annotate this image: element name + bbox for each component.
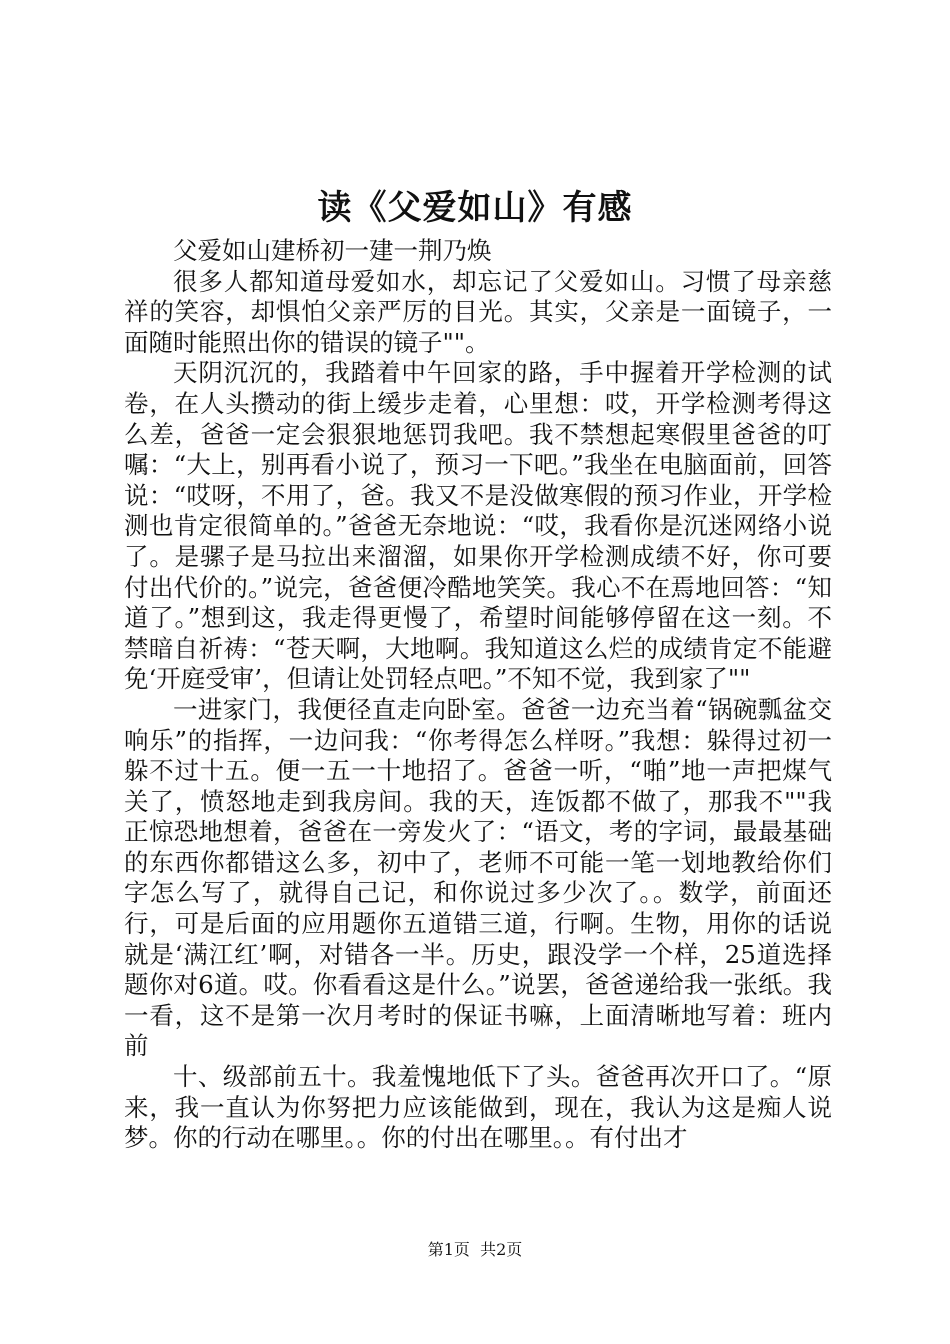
page-number-current: 第1页 — [427, 1240, 470, 1259]
paragraph: 一进家门，我便径直走向卧室。爸爸一边充当着“锅碗瓢盆交响乐”的指挥，一边问我：“你考得怎么样呀。”我想：躲得过初一躲不过十五。便一五一十地招了。爸爸一听，“啪”地一声把煤气关了，愤怒地走到我房间。我的天，连饭都不做了，那我不""我正惊恐地想着，爸爸在一旁发火了：“语文，考的字词，最最基础的东西你都错这么多，初中了，老师不可能一笔一划地教给你们字怎么写了，就得自己记，和你说过多少次了。。数学，前面还行，可是后面的应用题你五道错三道，行啊。生物，用你的话说就是‘满江红’啊，对错各一半。历史，跟没学一个样，25道选择题你对6道。哎。你看看这是什么。”说罢，爸爸递给我一张纸。我一看，这不是第一次月考时的保证书嘛，上面清晰地写着：班内前 — [124, 694, 832, 1061]
paragraph: 十、级部前五十。我羞愧地低下了头。爸爸再次开口了。“原来，我一直认为你努把力应该能做到，现在，我认为这是痴人说梦。你的行动在哪里。。你的付出在哪里。。有付出才 — [124, 1062, 832, 1153]
paragraph: 天阴沉沉的，我踏着中午回家的路，手中握着开学检测的试卷，在人头攒动的街上缓步走着，心里想：哎，开学检测考得这么差，爸爸一定会狠狠地惩罚我吧。我不禁想起寒假里爸爸的叮嘱：“大上，别再看小说了，预习一下吧。”我坐在电脑面前，回答说：“哎呀，不用了，爸。我又不是没做寒假的预习作业，开学检测也肯定很简单的。”爸爸无奈地说：“哎，我看你是沉迷网络小说了。是骡子是马拉出来溜溜，如果你开学检测成绩不好，你可要付出代价的。”说完，爸爸便冷酷地笑笑。我心不在焉地回答：“知道了。”想到这，我走得更慢了，希望时间能够停留在这一刻。不禁暗自祈祷：“苍天啊，大地啊。我知道这么烂的成绩肯定不能避免‘开庭受审’，但请让处罚轻点吧。”不知不觉，我到家了"" — [124, 358, 832, 694]
page-number-total: 共2页 — [480, 1240, 523, 1259]
paragraph-byline: 父爱如山建桥初一建一荆乃焕 — [173, 236, 492, 265]
page-footer — [0, 1240, 950, 1260]
document-body — [124, 236, 832, 1154]
document-title: 读《父爱如山》有感 — [317, 188, 633, 228]
paragraph: 很多人都知道母爱如水，却忘记了父爱如山。习惯了母亲慈祥的笑容，却惧怕父亲严厉的目光。其实，父亲是一面镜子，一面随时能照出你的错误的镜子""。 — [124, 266, 832, 357]
